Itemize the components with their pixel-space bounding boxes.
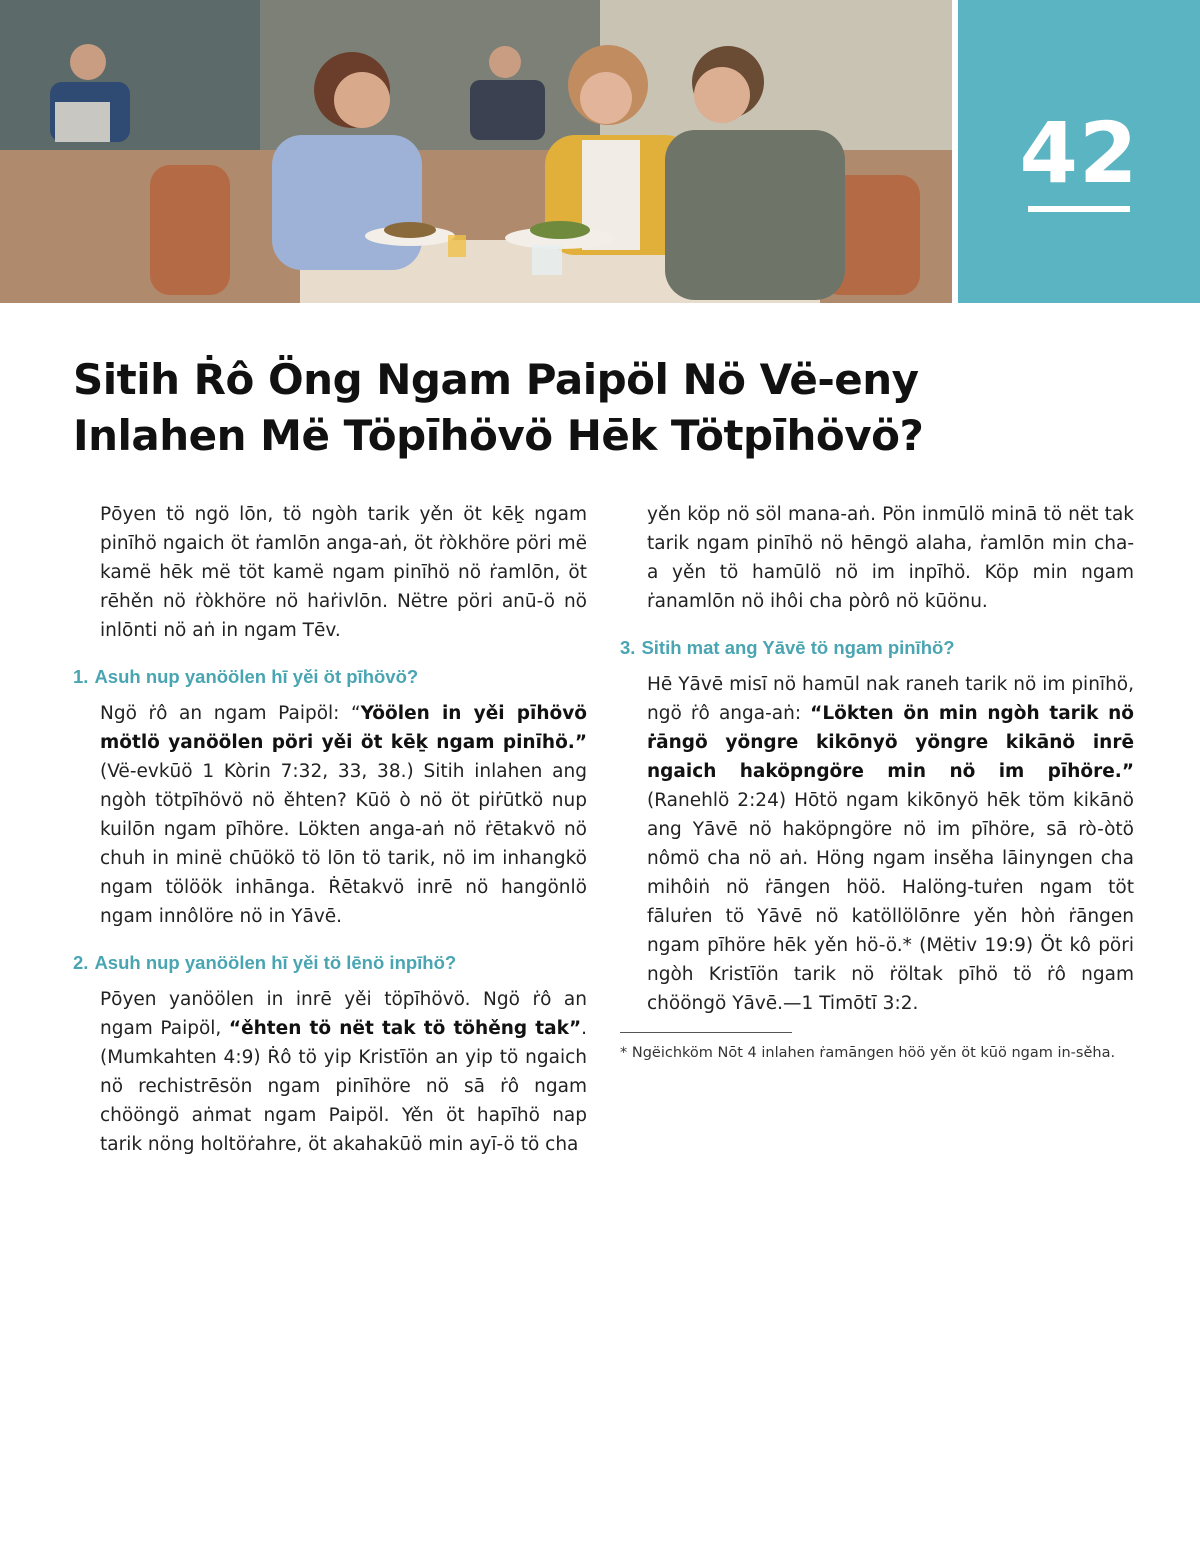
footnote-divider bbox=[620, 1032, 792, 1033]
question-2-answer bbox=[100, 985, 587, 1159]
question-2-text: Asuh nup yanöölen hī yěi tö lēnö inpīhö? bbox=[94, 952, 457, 973]
question-1-text: Asuh nup yanöölen hī yěi öt pīhövö? bbox=[94, 666, 419, 687]
question-1-number: 1. bbox=[73, 666, 89, 687]
page-title-line-2: Inlahen Më Töpīhövö Hēk Tötpīhövö? bbox=[73, 411, 924, 460]
page-title-line-1: Sitih Ṙô Öng Ngam Paipöl Nö Vë-eny bbox=[73, 355, 919, 404]
answer-2-text-a: Pōyen yanöölen in inrē yěi töpīhövö. Ngö ṙô an ngam Paipöl, bbox=[100, 989, 587, 1039]
intro-paragraph: Pōyen tö ngö lōn, tö ngòh tarik yěn öt kēḵ ngam pinīhö ngaich öt ṙamlōn anga-aṅ, öt ṙòkhöre pöri më kamë hēk më töt kamë ngam pinīhö nö ṙamlōn, öt rēhěn nö ṙòkhöre nö haṙivlōn. Nëtre pöri anū-ö nö inlōnti nö aṅ in ngam Tēv. bbox=[100, 504, 587, 641]
question-2-answer-continued: yěn köp nö söl mana-aṅ. Pön inmūlö minā tö nët tak tarik ngam pinīhö nö hēngö alaha, ṙamlōn min cha-a yěn tö hamūlö nö im inpīhö. Köp min ngam ṙanamlōn nö ihôi cha pòrô nö kūönu. bbox=[647, 504, 1134, 612]
answer-2-text-b: . (Mumkahten 4:9) Ṙô tö yip Kristīön an yip tö ngaich nö rechistrēsön ngam pinīhöre nö sā ṙô ngam chööngö aṅmat ngam Paipöl. Yěn öt hapīhö nap tarik nöng holtöṙahre, öt akahakūö min ayī-ö tö cha bbox=[100, 1018, 587, 1155]
question-2-number: 2. bbox=[73, 952, 89, 973]
answer-1-text-b: (Vë-evkūö 1 Kòrin 7:32, 33, 38.) Sitih inlahen ang ngòh tötpīhövö nö ěhten? Kūö ò nö öt piṙūtkö nup kuilōn ngam pīhöre. Lökten anga-aṅ nö ṙētakvö nö chuh in minë chūökö tö lōn tö tarik, nö im inhangkö ngam tölöök inhānga. Ṙētakvö inrē nö hangönlö ngam innôlöre nö in Yāvē. bbox=[100, 761, 587, 927]
question-2-heading bbox=[73, 949, 587, 977]
answer-2-scripture-quote: “ěhten tö nët tak tö töhěng tak” bbox=[228, 1018, 582, 1039]
cafe-scene-illustration bbox=[0, 0, 952, 303]
question-1-answer bbox=[100, 699, 587, 931]
header-photo bbox=[0, 0, 952, 303]
answer-3-scripture-quote: “Lökten ön min ngòh tarik nö ṙāngö yöngre kikōnyö yöngre kikānö inrē ngaich haköpngöre min nö im pīhöre.” bbox=[647, 703, 1134, 782]
lesson-number: 42 bbox=[1019, 104, 1139, 202]
question-3-text: Sitih mat ang Yāvē tö ngam pinīhö? bbox=[641, 637, 955, 658]
right-column bbox=[620, 500, 1134, 1064]
question-3-number: 3. bbox=[620, 637, 636, 658]
answer-1-scripture-quote: Yöölen in yěi pīhövö mötlö yanöölen pöri yěi öt kēḵ ngam pinīhö.” bbox=[100, 703, 587, 753]
answer-3-text-b: (Ranehlö 2:24) Hōtö ngam kikōnyö hēk töm kikānö ang Yāvē nö haköpngöre nö im pīhöre, sā rò-òtö nômö cha nö aṅ. Höng ngam insěha lāinyngen cha mihôiṅ nö ṙāngen höö. Halöng-tuṙen ngam töt fāluṙen tö Yāvē nö katöllölōnre yěn hòṅ ṙāngen ngam pīhöre hēk yěn hö-ö.* (Mëtiv 19:9) Öt kô pöri ngòh Kristīön tarik nö ṙöltak pīhö tö ṙô ngam chööngö Yāvē.—1 Timōtī 3:2. bbox=[647, 790, 1134, 1014]
question-3-answer bbox=[647, 670, 1134, 1018]
lesson-number-underline bbox=[1028, 206, 1130, 212]
question-3-heading bbox=[620, 634, 1134, 662]
answer-3-text-a: Hē Yāvē misī nö hamūl nak raneh tarik nö im pinīhö, ngö ṙô anga-aṅ: bbox=[647, 674, 1134, 724]
question-1-heading bbox=[73, 663, 587, 691]
footnote: * Ngëichköm Nōt 4 inlahen ṙamāngen höö yěn öt kūö ngam in-sěha. bbox=[620, 1045, 1116, 1061]
lesson-badge bbox=[958, 0, 1200, 303]
answer-1-text-a: Ngö ṙô an ngam Paipöl: “ bbox=[100, 703, 361, 724]
left-column bbox=[73, 500, 587, 1159]
page-title bbox=[73, 352, 1133, 464]
